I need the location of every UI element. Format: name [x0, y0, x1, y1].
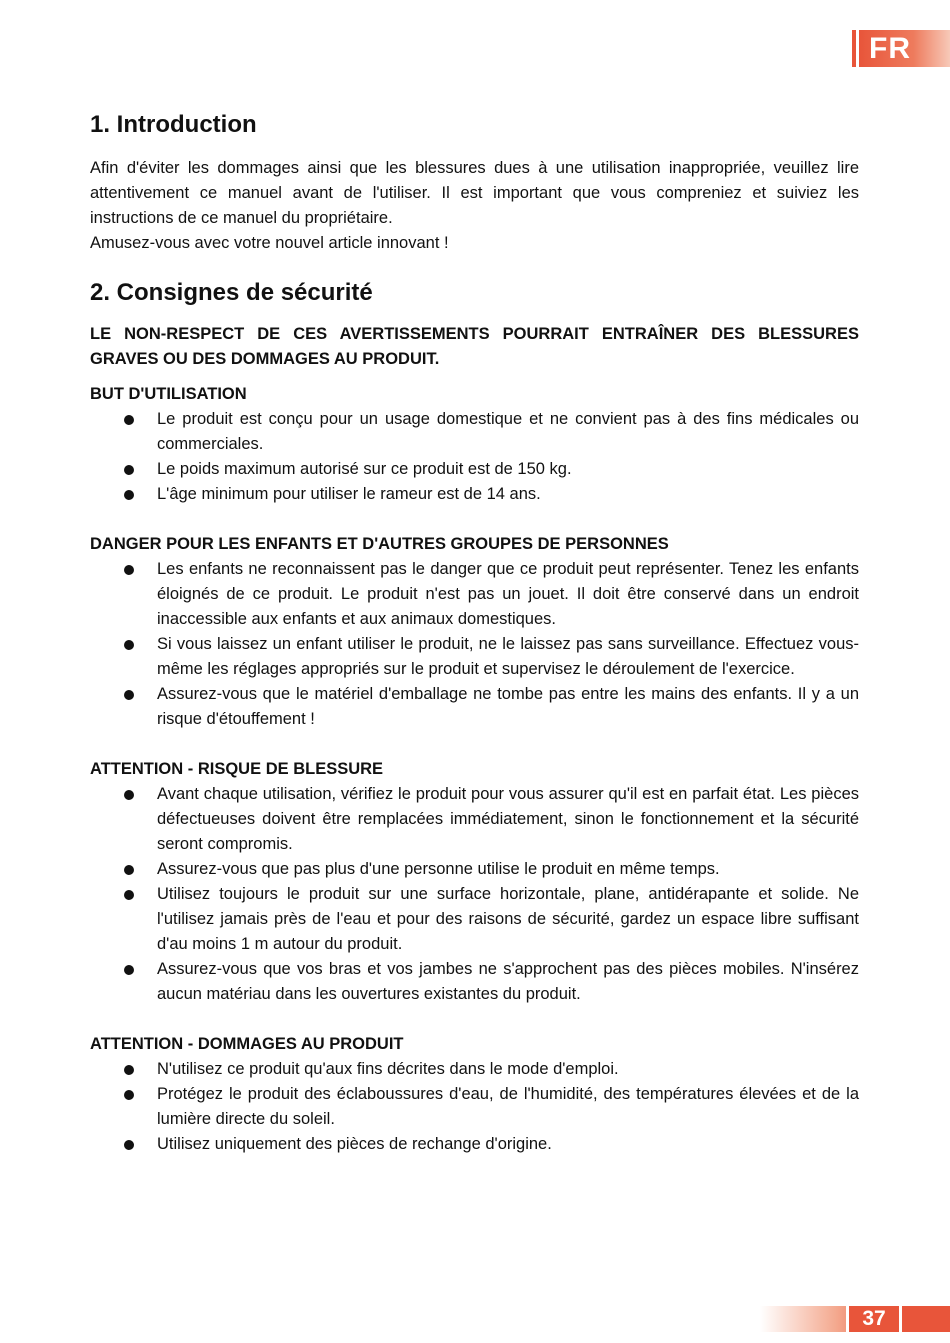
- bullet-icon: [124, 465, 134, 475]
- language-tab-accent: [852, 30, 856, 67]
- list-item: [90, 1057, 859, 1082]
- safety-warning: LE NON-RESPECT DE CES AVERTISSEMENTS POURRAIT ENTRAÎNER DES BLESSURES GRAVES OU DES DOMMAGES AU PRODUIT.: [90, 325, 859, 368]
- list-item: [90, 1132, 859, 1157]
- bullet-list: [90, 407, 859, 507]
- list-item-text: N'utilisez ce produit qu'aux fins décrites dans le mode d'emploi.: [157, 1060, 619, 1078]
- list-item: [90, 682, 859, 732]
- bullet-list: [90, 557, 859, 732]
- list-item: [90, 957, 859, 1007]
- section-danger-children: [90, 532, 859, 732]
- bullet-icon: [124, 790, 134, 800]
- list-item-text: L'âge minimum pour utiliser le rameur est de 14 ans.: [157, 485, 541, 503]
- section-title: BUT D'UTILISATION: [90, 385, 247, 403]
- language-tab: [852, 30, 950, 67]
- introduction-section: [90, 108, 859, 256]
- bullet-icon: [124, 1065, 134, 1075]
- bullet-icon: [124, 490, 134, 500]
- bullet-icon: [124, 1140, 134, 1150]
- list-item-text: Le produit est conçu pour un usage domestique et ne convient pas à des fins médicales ou commerciales.: [157, 410, 859, 453]
- bullet-icon: [124, 565, 134, 575]
- introduction-paragraph: Amusez-vous avec votre nouvel article innovant !: [90, 234, 449, 252]
- page-content: [90, 108, 859, 1182]
- list-item: [90, 632, 859, 682]
- section-injury-risk: [90, 757, 859, 1007]
- bullet-icon: [124, 415, 134, 425]
- bullet-icon: [124, 690, 134, 700]
- section-title: ATTENTION - DOMMAGES AU PRODUIT: [90, 1035, 404, 1053]
- safety-section: [90, 276, 859, 1157]
- page-number: 37: [846, 1306, 902, 1332]
- bullet-icon: [124, 1090, 134, 1100]
- bullet-icon: [124, 965, 134, 975]
- section-title: DANGER POUR LES ENFANTS ET D'AUTRES GROUPES DE PERSONNES: [90, 535, 669, 553]
- list-item: [90, 882, 859, 957]
- section-intended-use: [90, 382, 859, 507]
- list-item: [90, 482, 859, 507]
- list-item-text: Utilisez toujours le produit sur une surface horizontale, plane, antidérapante et solide. Ne l'utilisez jamais près de l'eau et pour des raisons de sécurité, gardez un espace libre suffisant d'au moins 1 m autour du produit.: [157, 885, 859, 953]
- list-item: [90, 407, 859, 457]
- list-item-text: Les enfants ne reconnaissent pas le danger que ce produit peut représenter. Tenez les enfants éloignés de ce produit. Le produit n'est pas un jouet. Il doit être conservé dans un endroit inaccessible aux enfants et aux animaux domestiques.: [157, 560, 859, 628]
- list-item: [90, 457, 859, 482]
- bullet-list: [90, 782, 859, 1007]
- list-item: [90, 857, 859, 882]
- list-item-text: Assurez-vous que pas plus d'une personne utilise le produit en même temps.: [157, 860, 720, 878]
- list-item: [90, 557, 859, 632]
- bullet-list: [90, 1057, 859, 1157]
- section-product-damage: [90, 1032, 859, 1157]
- list-item: [90, 782, 859, 857]
- list-item-text: Si vous laissez un enfant utiliser le produit, ne le laissez pas sans surveillance. Effectuez vous-même les réglages appropriés sur le produit et supervisez le déroulement de l'exercice.: [157, 635, 859, 678]
- bullet-icon: [124, 865, 134, 875]
- list-item-text: Assurez-vous que vos bras et vos jambes ne s'approchent pas des pièces mobiles. N'insérez aucun matériau dans les ouvertures existantes du produit.: [157, 960, 859, 1003]
- list-item-text: Utilisez uniquement des pièces de rechange d'origine.: [157, 1135, 552, 1153]
- list-item-text: Le poids maximum autorisé sur ce produit est de 150 kg.: [157, 460, 572, 478]
- introduction-paragraph: Afin d'éviter les dommages ainsi que les blessures dues à une utilisation inappropriée, veuillez lire attentivement ce manuel avant de l'utiliser. Il est important que vous compreniez et suiviez les instructions de ce manuel du propriétaire.: [90, 159, 859, 227]
- bullet-icon: [124, 890, 134, 900]
- list-item-text: Protégez le produit des éclaboussures d'eau, de l'humidité, des températures élevées et de la lumière directe du soleil.: [157, 1085, 859, 1128]
- list-item-text: Avant chaque utilisation, vérifiez le produit pour vous assurer qu'il est en parfait état. Les pièces défectueuses doivent être remplacées immédiatement, sinon le fonctionnement et la sécurité seront compromis.: [157, 785, 859, 853]
- language-label: FR: [859, 30, 950, 67]
- list-item-text: Assurez-vous que le matériel d'emballage ne tombe pas entre les mains des enfants. Il y a un risque d'étouffement !: [157, 685, 859, 728]
- list-item: [90, 1082, 859, 1132]
- section-title: ATTENTION - RISQUE DE BLESSURE: [90, 760, 384, 778]
- safety-heading: 2. Consignes de sécurité: [90, 279, 373, 306]
- bullet-icon: [124, 640, 134, 650]
- introduction-heading: 1. Introduction: [90, 111, 257, 138]
